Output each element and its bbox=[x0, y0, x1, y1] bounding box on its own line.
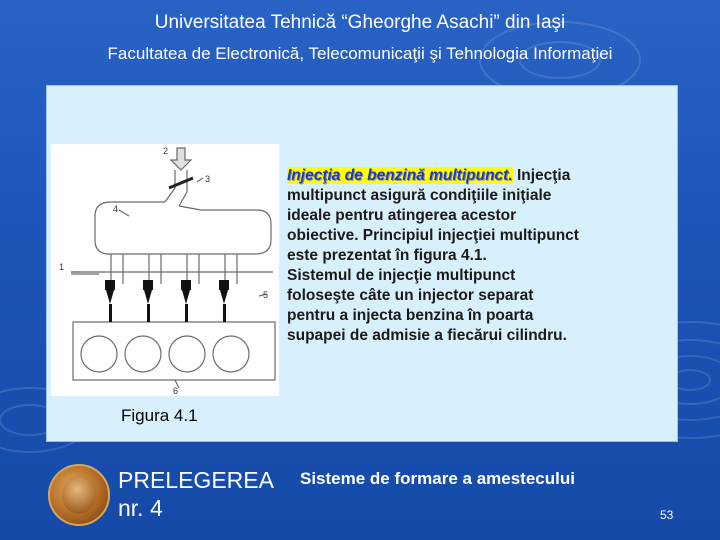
lecture-label bbox=[118, 466, 274, 522]
emblem-portrait bbox=[62, 476, 96, 514]
highlight-phrase: Injecţia de benzină multipunct. bbox=[287, 167, 513, 184]
text-line: Sistemul de injecţie multipunct bbox=[287, 267, 516, 284]
text-line: ideale pentru atingerea acestor bbox=[287, 207, 517, 224]
text-line: supapei de admisie a fiecărui cilindru. bbox=[287, 327, 567, 344]
lecture-subject: Sisteme de formare a amestecului bbox=[300, 469, 575, 488]
text-line: foloseşte câte un injector separat bbox=[287, 287, 534, 304]
text-line: Injecţia bbox=[516, 167, 571, 184]
lecture-title: PRELEGEREA bbox=[118, 467, 274, 493]
text-line: este prezentat în figura 4.1. bbox=[287, 247, 487, 264]
body-text bbox=[287, 166, 667, 346]
label-3: 3 bbox=[205, 174, 211, 184]
content-panel bbox=[46, 85, 678, 442]
figure-4-1 bbox=[51, 144, 279, 396]
label-4: 4 bbox=[113, 204, 119, 214]
label-5: 5 bbox=[263, 290, 269, 300]
label-2: 2 bbox=[163, 146, 169, 156]
lecture-number: nr. 4 bbox=[118, 495, 163, 521]
label-1: 1 bbox=[59, 262, 65, 272]
text-line: obiective. Principiul injecţiei multipunct bbox=[287, 227, 579, 244]
label-6: 6 bbox=[173, 386, 179, 396]
faculty-title: Facultatea de Electronică, Telecomunicaţii şi Tehnologia Informaţiei bbox=[107, 44, 613, 63]
text-line: pentru a injecta benzina în poarta bbox=[287, 307, 534, 324]
university-title: Universitatea Tehnică “Gheorghe Asachi” din Iaşi bbox=[154, 12, 566, 33]
figure-caption: Figura 4.1 bbox=[121, 406, 198, 425]
page-number: 53 bbox=[660, 508, 674, 522]
multipoint-injection-diagram bbox=[51, 144, 279, 396]
university-emblem bbox=[48, 464, 110, 526]
text-line: multipunct asigură condiţiile iniţiale bbox=[287, 187, 552, 204]
